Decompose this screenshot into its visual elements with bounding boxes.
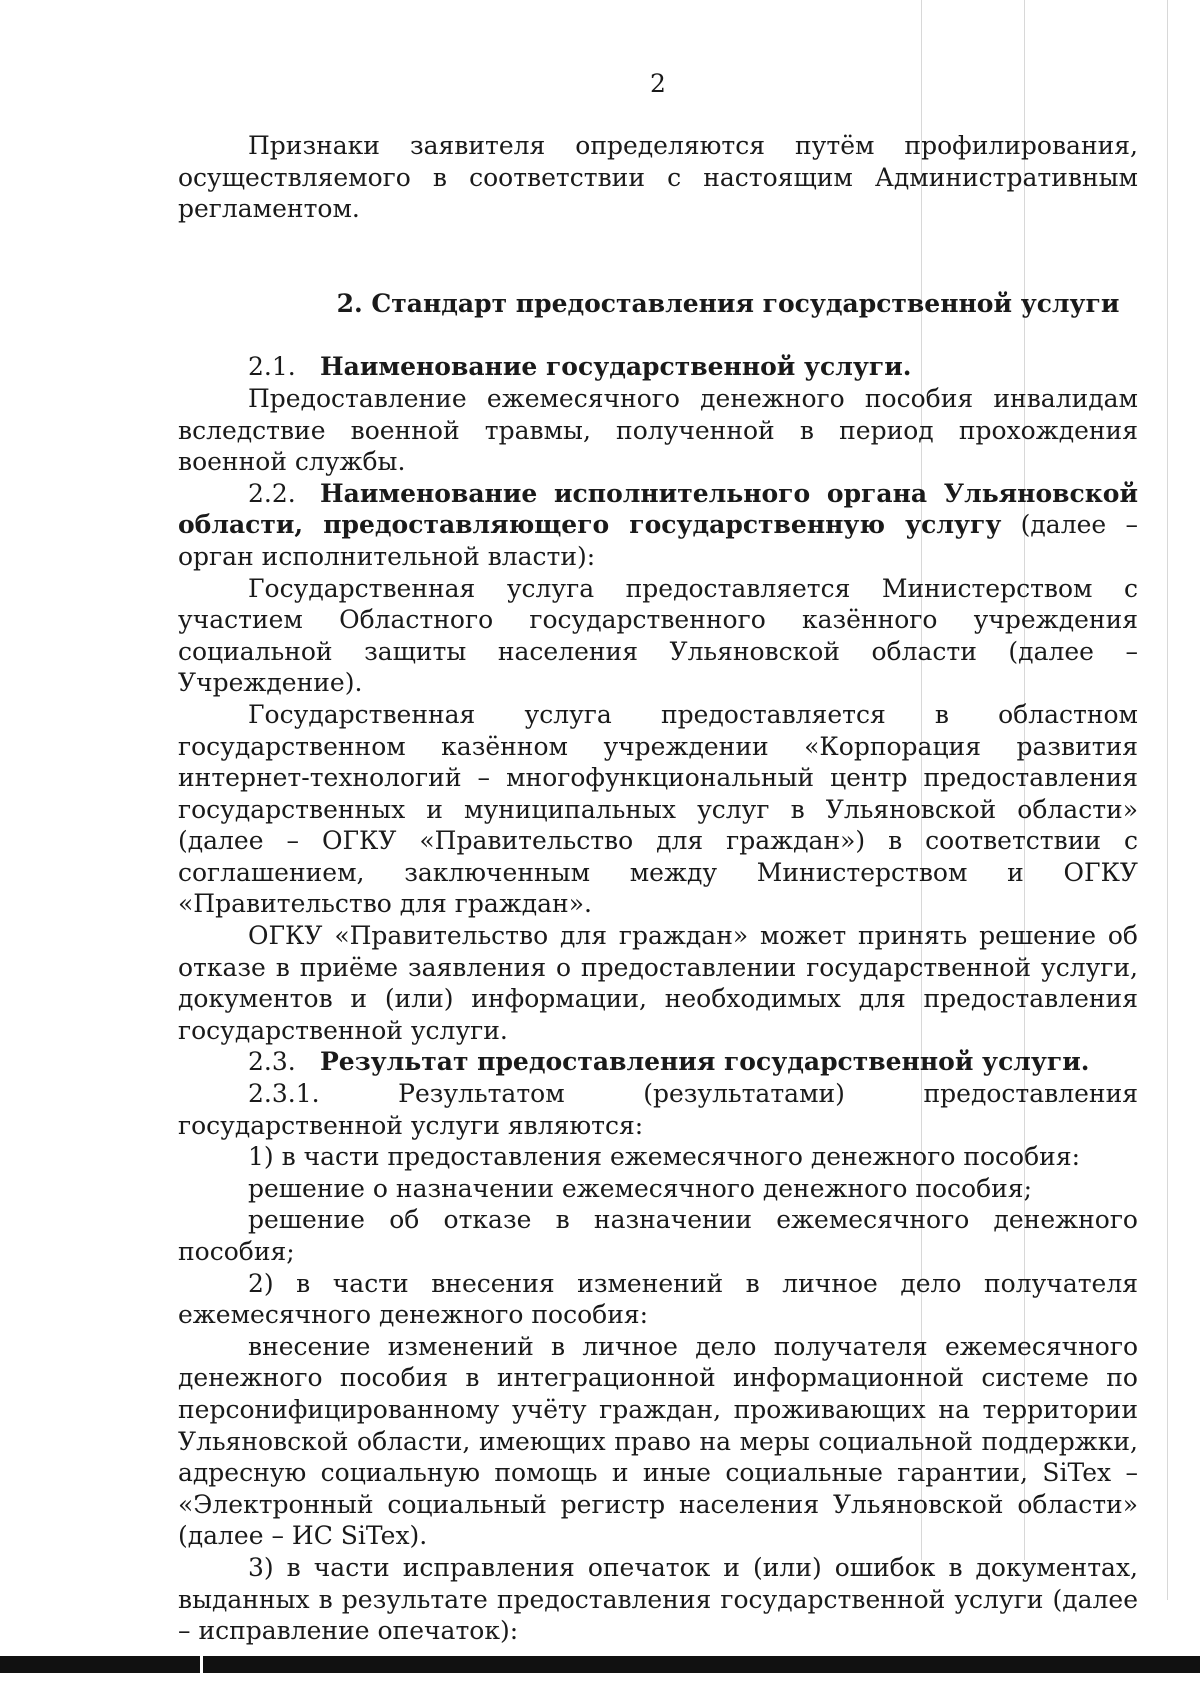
list-item: решение о назначении ежемесячного денежного пособия;	[248, 1173, 1032, 1203]
scan-bottom-border	[0, 1656, 1200, 1673]
subsection-heading: Наименование государственной услуги.	[320, 352, 912, 382]
paragraph: 2.3.1. Результатом (результатами) предоставления государственной услуги являются:	[178, 1079, 1138, 1140]
subsection-2-1-heading	[178, 351, 1138, 383]
subsection-2-1-text: Предоставление ежемесячного денежного пособия инвалидам вследствие военной травмы, полученной в период прохождения военной службы.	[178, 383, 1138, 477]
list-item: 1) в части предоставления ежемесячного денежного пособия:	[248, 1142, 1081, 1172]
subsection-2-2-heading	[178, 478, 1138, 573]
subsection-heading: Наименование исполнительного органа Ульяновской области, предоставляющего государственную услугу	[178, 478, 1138, 540]
subsection-heading: Результат предоставления государственной услуги.	[320, 1047, 1090, 1077]
scan-artifact-line	[1167, 0, 1168, 1600]
paragraph: Государственная услуга предоставляется в областном государственном казённом учреждении «Корпорация развития интернет-технологий – многофункциональный центр предоставления государственных и муниципальных услуг в Ульяновской области» (далее – ОГКУ «Правительство для граждан») в соответствии с соглашением, заключенным между Министерством и ОГКУ «Правительство для граждан».	[178, 699, 1138, 919]
paragraph: Государственная услуга предоставляется Министерством с участием Областного государственного казённого учреждения социальной защиты населения Ульяновской области (далее – Учреждение).	[178, 573, 1138, 698]
subsection-heading-tail: (далее – орган исполнительной власти):	[178, 510, 1138, 571]
section-title: 2. Стандарт предоставления государственной услуги	[336, 288, 1120, 318]
intro-paragraph: Признаки заявителя определяются путём профилирования, осуществляемого в соответствии с настоящим Административным регламентом.	[178, 131, 1138, 224]
subsection-number: 2.1.	[248, 352, 296, 382]
list-item: решение об отказе в назначении ежемесячного денежного пособия;	[178, 1205, 1138, 1266]
subsection-number: 2.3.	[248, 1047, 296, 1077]
paragraph: ОГКУ «Правительство для граждан» может принять решение об отказе в приёме заявления о предоставлении государственной услуги, документов и (или) информации, необходимых для предоставления государственной услуги.	[178, 921, 1138, 1045]
scan-border-notch	[200, 1656, 203, 1673]
subsection-2-3-heading	[178, 1046, 1138, 1078]
paragraph: внесение изменений в личное дело получателя ежемесячного денежного пособия в интеграционной информационной системе по персонифицированному учёту граждан, проживающих на территории Ульяновской области, имеющих право на меры социальной поддержки, адресную социальную помощь и иные социальные гарантии, SiTex – «Электронный социальный регистр населения Ульяновской области» (далее – ИС SiTex).	[178, 1331, 1138, 1551]
list-item: 3) в части исправления опечаток и (или) ошибок в документах, выданных в результате предоставления государственной услуги (далее – исправление опечаток):	[178, 1552, 1138, 1646]
list-item: 2) в части внесения изменений в личное дело получателя ежемесячного денежного пособия:	[178, 1268, 1138, 1330]
document-body	[178, 130, 1138, 1647]
page-number: 2	[650, 69, 666, 98]
subsection-number: 2.2.	[248, 478, 296, 508]
